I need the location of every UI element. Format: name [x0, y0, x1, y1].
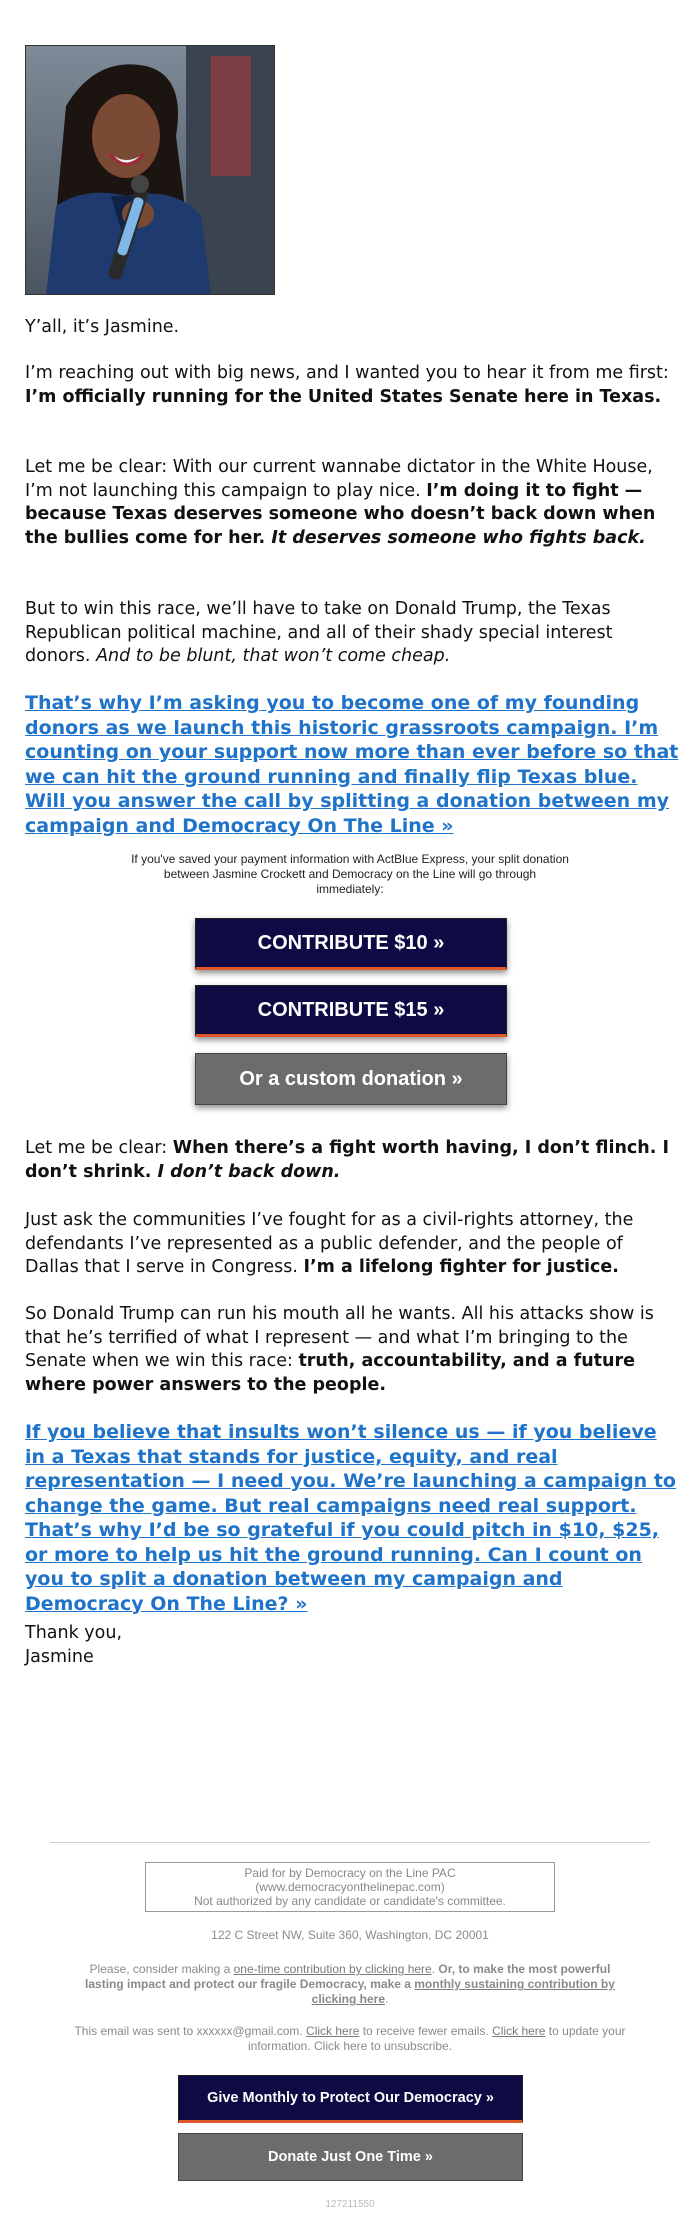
paragraph-italic: And to be blunt, that won’t come cheap.: [96, 646, 451, 666]
fewer-emails-link[interactable]: Click here: [306, 2024, 360, 2038]
pitch-in-link[interactable]: If you believe that insults won’t silence us — if you believe in a Texas that stands for justice, equity, and real representation — I need you. We’re launching a campaign to change the game. But real campaigns need real support. That’s why I’d be so grateful if you could pitch in $10, $25, or more to help us hit the ground running. Can I count on you to split a donation between my campaign and Democracy On The Line? »: [25, 1421, 676, 1615]
candidate-photo: [25, 45, 275, 295]
donate-once-button[interactable]: Donate Just One Time »: [178, 2133, 523, 2181]
paragraph-fight: [25, 456, 680, 550]
paragraph-no-back-down: [25, 1137, 680, 1184]
paragraph-text: Let me be clear:: [25, 1138, 173, 1158]
not-authorized-line: Not authorized by any candidate or candidate's committee.: [194, 1894, 506, 1908]
footer-text: .: [385, 1992, 389, 2006]
paragraph-bold: I’m officially running for the United States Senate here in Texas.: [25, 386, 662, 407]
paragraph-bold: truth, accountability, and a future where power answers to the people.: [25, 1351, 635, 1395]
paragraph-bold: I’m a lifelong fighter for justice.: [303, 1257, 619, 1277]
paragraph-bold: I’m doing it to fight — because Texas deserves someone who doesn’t back down when the bullies come for her.: [25, 480, 656, 548]
contribute-10-button[interactable]: CONTRIBUTE $10 »: [195, 918, 507, 970]
pac-website-link[interactable]: www.democracyonthelinepac.com: [259, 1880, 441, 1894]
paragraph-announcement: [25, 362, 680, 409]
paid-for-line: Paid for by Democracy on the Line PAC: [244, 1866, 456, 1880]
pitch-in-link-paragraph: [25, 1421, 680, 1617]
contribute-15-button[interactable]: CONTRIBUTE $15 »: [195, 985, 507, 1037]
footer-divider: [50, 1842, 650, 1843]
footer-address: 122 C Street NW, Suite 360, Washington, DC 20001: [211, 1928, 489, 1942]
paragraph-text: So Donald Trump can run his mouth all he wants. All his attacks show is that he’s terrified of what I represent — and what I’m bringing to the Senate when we win this race:: [25, 1304, 654, 1371]
paragraph-bold: When there’s a fight worth having, I don’t flinch. I don’t shrink.: [25, 1138, 669, 1182]
paragraph-fighter: [25, 1209, 680, 1280]
greeting: Y’all, it’s Jasmine.: [25, 317, 180, 337]
footer-text: .: [431, 1962, 439, 1976]
paragraph-trump: [25, 1303, 680, 1397]
footer-email-text: [70, 2024, 630, 2054]
paren-open: (: [255, 1880, 260, 1894]
footer-text: to update your information. Click here to unsubscribe.: [247, 2024, 626, 2053]
update-info-link[interactable]: Click here: [492, 2024, 546, 2038]
actblue-express-note: If you've saved your payment information with ActBlue Express, your split donation between Jasmine Crockett and Democracy on the Line will go through immediately:: [131, 852, 569, 896]
founding-donor-link[interactable]: That’s why I’m asking you to become one of my founding donors as we launch this historic grassroots campaign. I’m counting on your support now more than ever before so that we can hit the ground running and finally flip Texas blue. Will you answer the call by splitting a donation between my campaign and Democracy On The Line »: [25, 692, 679, 837]
footer-text: to receive fewer emails.: [359, 2024, 493, 2038]
paren-close: ): [440, 1880, 445, 1894]
signature: Jasmine: [25, 1647, 94, 1667]
paragraph-text: Let me be clear: With our current wannabe dictator in the White House, I’m not launching this campaign to play nice.: [25, 457, 653, 501]
footer-contribution-text: [70, 1962, 630, 2007]
photo-illustration: [26, 46, 275, 295]
custom-donation-button[interactable]: Or a custom donation »: [195, 1053, 507, 1105]
paragraph-cost: [25, 598, 680, 669]
founding-donor-link-paragraph: [25, 692, 680, 839]
paragraph-bold-italic: It deserves someone who fights back.: [271, 527, 646, 548]
paid-for-box: [145, 1862, 555, 1912]
paragraph-bold-italic: I don’t back down.: [157, 1161, 341, 1182]
tracking-code: 127211550: [325, 2199, 375, 2210]
one-time-contribution-link[interactable]: one-time contribution by clicking here: [233, 1962, 432, 1976]
monthly-link-text: monthly sustaining contribution by clicking here: [311, 1977, 615, 2006]
give-monthly-button[interactable]: Give Monthly to Protect Our Democracy »: [178, 2075, 523, 2123]
paid-for-url-line: [146, 1880, 554, 1894]
footer-text: Please, consider making a: [89, 1962, 234, 1976]
paragraph-text: But to win this race, we’ll have to take on Donald Trump, the Texas Republican political machine, and all of their shady special interest donors.: [25, 599, 613, 666]
paragraph-text: I’m reaching out with big news, and I wanted you to hear it from me first:: [25, 363, 669, 383]
signoff: Thank you,: [25, 1623, 123, 1643]
footer-text: This email was sent to xxxxxx@gmail.com.: [74, 2024, 307, 2038]
paragraph-text: Just ask the communities I’ve fought for as a civil-rights attorney, the defendants I’ve represented as a public defender, and the people of Dallas that I serve in Congress.: [25, 1210, 634, 1277]
footer-bold-text: Or, to make the most powerful lasting impact and protect our fragile Democracy, make a: [85, 1962, 611, 1991]
